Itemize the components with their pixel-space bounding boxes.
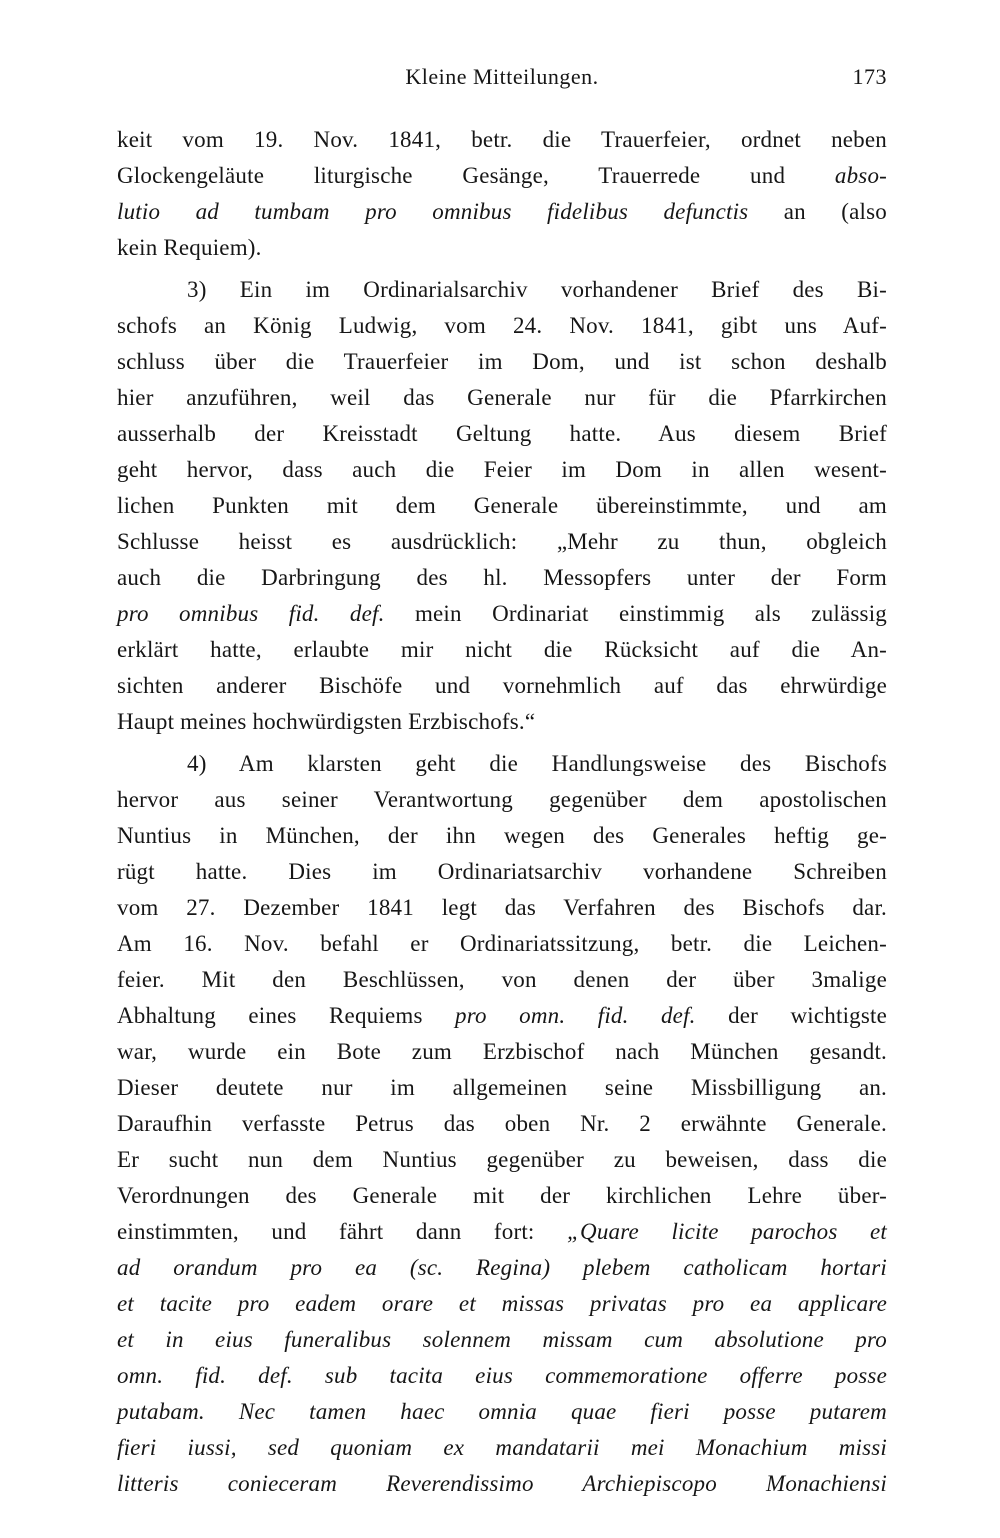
text-line: kein Requiem). — [117, 235, 262, 260]
text-line: Verordnungen des Generale mit der kirchlichen Lehre über- — [117, 1183, 887, 1208]
body-text — [117, 122, 887, 1502]
text-line: Glockengeläute liturgische Gesänge, Trauerrede und abso- — [117, 163, 888, 188]
text-line: omn. fid. def. sub tacita eius commemoratione offerre posse — [117, 1363, 887, 1388]
text-line: Er sucht nun dem Nuntius gegenüber zu beweisen, dass die — [117, 1147, 887, 1172]
text-line: war, wurde ein Bote zum Erzbischof nach München gesandt. — [117, 1039, 887, 1064]
text-line: 4) Am klarsten geht die Handlungsweise des Bischofs — [187, 751, 887, 776]
text-line: Dieser deutete nur im allgemeinen seine Missbilligung an. — [117, 1075, 887, 1100]
text-line: lutio ad tumbam pro omnibus fidelibus defunctis an (also — [117, 199, 887, 224]
book-page — [117, 60, 887, 1502]
text-line: geht hervor, dass auch die Feier im Dom in allen wesent- — [117, 457, 887, 482]
text-line: einstimmten, und fährt dann fort: „Quare licite parochos et — [117, 1219, 887, 1244]
text-line: hervor aus seiner Verantwortung gegenüber dem apostolischen — [117, 787, 887, 812]
running-title: Kleine Mitteilungen. — [405, 64, 599, 89]
text-line: et in eius funeralibus solennem missam cum absolutione pro — [117, 1327, 887, 1352]
text-line: rügt hatte. Dies im Ordinariatsarchiv vorhandene Schreiben — [117, 859, 887, 884]
text-line: Daraufhin verfasste Petrus das oben Nr. 2 erwähnte Generale. — [117, 1111, 887, 1136]
text-line: fieri iussi, sed quoniam ex mandatarii mei Monachium missi — [117, 1435, 887, 1460]
text-line: Nuntius in München, der ihn wegen des Generales heftig ge- — [117, 823, 887, 848]
text-line: hier anzuführen, weil das Generale nur für die Pfarrkirchen — [117, 385, 887, 410]
text-line: Am 16. Nov. befahl er Ordinariatssitzung, betr. die Leichen- — [117, 931, 887, 956]
text-line: pro omnibus fid. def. mein Ordinariat einstimmig als zulässig — [117, 601, 887, 626]
text-line: auch die Darbringung des hl. Messopfers unter der Form — [117, 565, 887, 590]
text-line: putabam. Nec tamen haec omnia quae fieri posse putarem — [117, 1399, 887, 1424]
text-line: lichen Punkten mit dem Generale übereinstimmte, und am — [117, 493, 887, 518]
text-line: schluss über die Trauerfeier im Dom, und ist schon deshalb — [117, 349, 887, 374]
text-line: Abhaltung eines Requiems pro omn. fid. def. der wichtigste — [117, 1003, 888, 1028]
text-line: feier. Mit den Beschlüssen, von denen der über 3malige — [117, 967, 887, 992]
text-line: Schlusse heisst es ausdrücklich: „Mehr zu thun, obgleich — [117, 529, 887, 554]
text-line: erklärt hatte, erlaubte mir nicht die Rücksicht auf die An- — [117, 637, 887, 662]
text-line: vom 27. Dezember 1841 legt das Verfahren des Bischofs dar. — [117, 895, 887, 920]
text-line: 3) Ein im Ordinarialsarchiv vorhandener Brief des Bi- — [187, 277, 887, 302]
text-line: ad orandum pro ea (sc. Regina) plebem catholicam hortari — [117, 1255, 887, 1280]
text-line: ausserhalb der Kreisstadt Geltung hatte. Aus diesem Brief — [117, 421, 887, 446]
text-line: et tacite pro eadem orare et missas privatas pro ea applicare — [117, 1291, 887, 1316]
text-line: keit vom 19. Nov. 1841, betr. die Trauerfeier, ordnet neben — [117, 127, 887, 152]
running-head — [117, 60, 887, 100]
page-number: 173 — [852, 64, 887, 89]
text-line: schofs an König Ludwig, vom 24. Nov. 1841, gibt uns Auf- — [117, 313, 887, 338]
text-line: Haupt meines hochwürdigsten Erzbischofs.“ — [117, 709, 536, 734]
text-line: litteris conieceram Reverendissimo Archiepiscopo Monachiensi — [117, 1471, 887, 1496]
text-line: sichten anderer Bischöfe und vornehmlich auf das ehrwürdige — [117, 673, 887, 698]
